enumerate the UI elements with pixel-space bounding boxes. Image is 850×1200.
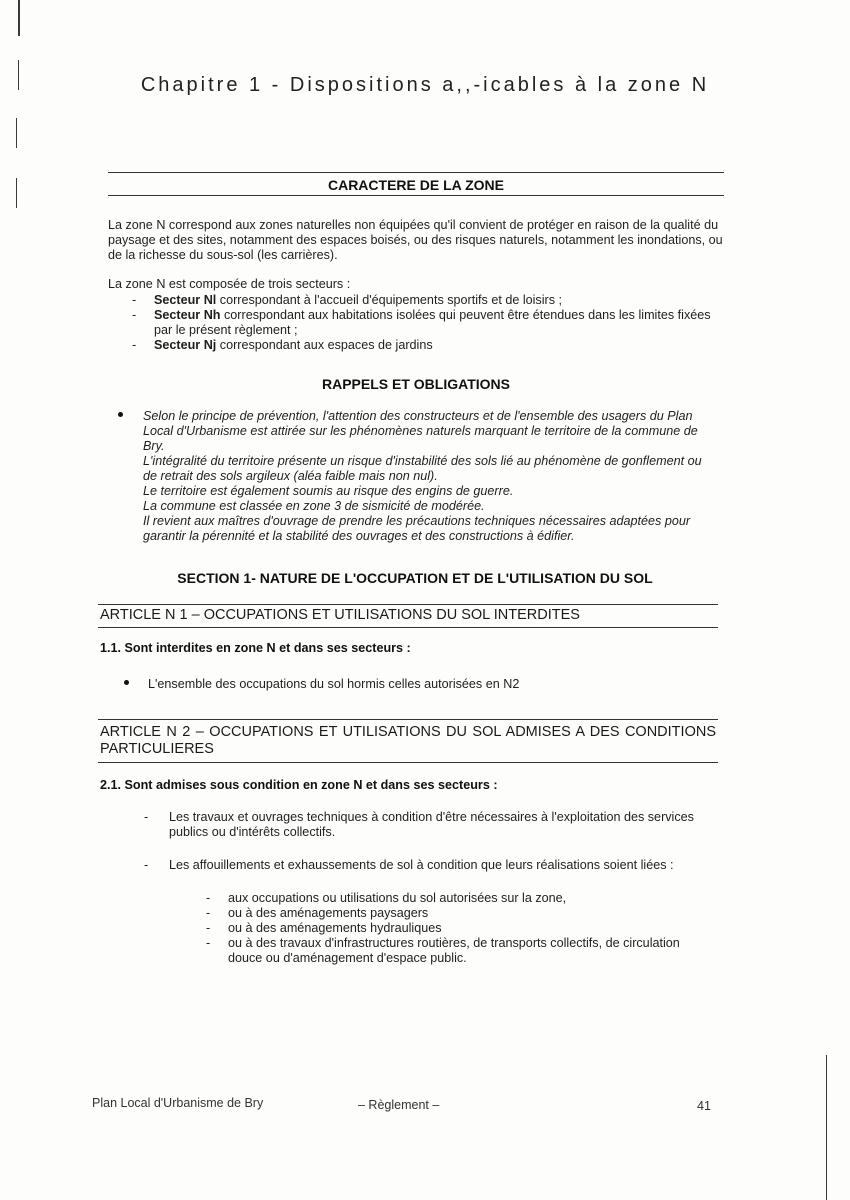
rappels-line: Il revient aux maîtres d'ouvrage de prendre les précautions techniques nécessaires adaptées pour garantir la pérennité et la stabilité des ouvrages et des constructions à édifier. xyxy=(143,514,691,543)
article-n1-item: L'ensemble des occupations du sol hormis celles autorisées en N2 xyxy=(148,677,520,691)
sectors-list xyxy=(128,293,724,353)
chapter-title: Chapitre 1 - Dispositions a,,-icables à la zone N xyxy=(140,74,710,96)
scan-edge-mark xyxy=(826,1055,827,1200)
article-n2-item: - Les travaux et ouvrages techniques à condition d'être nécessaires à l'exploitation des services publics ou d'intérêts collectifs. xyxy=(144,810,694,839)
page-number: 41 xyxy=(697,1099,711,1113)
sector-item: - Secteur Nj correspondant aux espaces de jardins xyxy=(128,338,724,353)
article-n1-subheading: 1.1. Sont interdites en zone N et dans ses secteurs : xyxy=(100,641,411,655)
scan-edge-mark xyxy=(18,60,19,90)
article-n2-item: - Les affouillements et exhaussements de sol à condition que leurs réalisations soient liées : xyxy=(144,858,674,872)
divider xyxy=(98,627,718,628)
sector-item: - Secteur Nh correspondant aux habitations isolées qui peuvent être étendues dans les limites fixées par le présent règlement ; xyxy=(128,308,724,338)
subitem: - aux occupations ou utilisations du sol autorisées sur la zone, xyxy=(202,891,716,906)
caractere-heading: CARACTERE DE LA ZONE xyxy=(327,177,505,193)
scan-edge-mark xyxy=(16,178,17,208)
bullet-icon xyxy=(118,412,123,417)
footer-center: – Règlement – xyxy=(358,1098,440,1112)
bullet-icon xyxy=(124,680,129,685)
rappels-line: L'intégralité du territoire présente un risque d'instabilité des sols lié au phénomène de gonflement ou de retrait des sols argileux (aléa faible mais non nul). xyxy=(143,454,702,483)
sector-item: - Secteur Nl correspondant à l'accueil d'équipements sportifs et de loisirs ; xyxy=(128,293,724,308)
divider xyxy=(108,195,724,196)
sectors-intro: La zone N est composée de trois secteurs : xyxy=(108,277,351,291)
rappels-line: Le territoire est également soumis au risque des engins de guerre. xyxy=(143,484,514,498)
subitem: - ou à des travaux d'infrastructures routières, de transports collectifs, de circulation douce ou d'aménagement d'espace public. xyxy=(202,936,716,966)
divider xyxy=(98,719,718,720)
article-n1-title: ARTICLE N 1 – OCCUPATIONS ET UTILISATIONS DU SOL INTERDITES xyxy=(100,607,580,623)
article-n2-title: ARTICLE N 2 – OCCUPATIONS ET UTILISATIONS DU SOL ADMISES A DES CONDITIONS PARTICULIERES xyxy=(100,724,716,757)
footer-document-title: Plan Local d'Urbanisme de Bry xyxy=(92,1096,264,1110)
article-n2-subitems xyxy=(202,891,716,966)
scan-edge-mark xyxy=(18,0,20,36)
rappels-line: La commune est classée en zone 3 de sismicité de modérée. xyxy=(143,499,485,513)
section1-heading: SECTION 1- NATURE DE L'OCCUPATION ET DE L'UTILISATION DU SOL xyxy=(177,570,653,586)
rappels-text xyxy=(143,409,719,544)
divider xyxy=(98,604,718,605)
subitem: - ou à des aménagements paysagers xyxy=(202,906,716,921)
rappels-heading: RAPPELS ET OBLIGATIONS xyxy=(322,376,510,392)
divider xyxy=(98,762,718,763)
scan-edge-mark xyxy=(16,118,17,148)
caractere-paragraph: La zone N correspond aux zones naturelles non équipées qu'il convient de protéger en raison de la qualité du paysage et des sites, notamment des espaces boisés, ou des risques naturels, notamment les inondations, ou de la richesse du sous-sol (les carrières). xyxy=(108,218,723,262)
article-n2-subheading: 2.1. Sont admises sous condition en zone N et dans ses secteurs : xyxy=(100,778,498,792)
divider xyxy=(108,172,724,173)
rappels-line: Selon le principe de prévention, l'attention des constructeurs et de l'ensemble des usagers du Plan Local d'Urbanisme est attirée sur les phénomènes naturels marquant le territoire de la commune de Bry. xyxy=(143,409,698,453)
subitem: - ou à des aménagements hydrauliques xyxy=(202,921,716,936)
